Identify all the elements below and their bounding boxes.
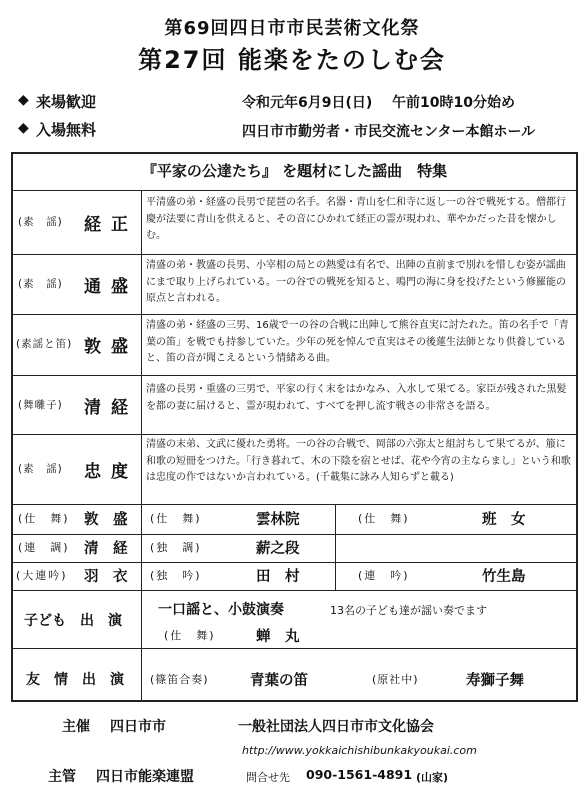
- festival-title: 第69回四日市市民芸術文化祭: [164, 18, 420, 39]
- item-tag: (素 謡): [18, 278, 63, 290]
- program-title: 薪之段: [256, 541, 300, 557]
- divider: [141, 190, 142, 504]
- program-tag: (原社中): [372, 673, 419, 686]
- contact-phone: 090-1561-4891: [306, 767, 413, 782]
- program-title: 清 経: [84, 541, 128, 557]
- friendship-label: 友 情 出 演: [26, 672, 124, 688]
- divider: [13, 504, 576, 505]
- feature-item-tadanori: [14, 434, 140, 502]
- host-city: 四日市市: [110, 719, 166, 735]
- divider: [13, 648, 576, 649]
- item-description: 平清盛の弟・経盛の長男で琵琶の名手。名器・青山を仁和寺に返し一の谷で戦死する。僧都行慶が法要に青山を供えると、その音にひかれて経正の霊が現われ、華やかだった昔を懐かしむ。: [146, 197, 566, 241]
- admission-text: 来場歓迎: [36, 93, 97, 111]
- feature-item-michimori: [14, 254, 140, 312]
- organizer-name: 四日市能楽連盟: [96, 769, 194, 785]
- program-title: 田 村: [256, 569, 300, 585]
- item-tag: (舞囃子): [18, 399, 63, 411]
- item-name: 清経: [84, 398, 138, 418]
- program-tag: (大連吟): [16, 569, 68, 582]
- program-tag: (仕 舞): [150, 512, 202, 525]
- program-tag: (篠笛合奏): [150, 673, 209, 686]
- program-title: 敦 盛: [84, 512, 128, 528]
- program-tag: (連 調): [18, 541, 70, 554]
- start-time: 午前10時10分始め: [392, 95, 515, 111]
- venue: 四日市市勤労者・市民交流センター本館ホール: [242, 124, 536, 140]
- divider: [335, 504, 336, 590]
- program-tag: (仕 舞): [18, 512, 70, 525]
- event-title: 第27回 能楽をたのしむ会: [138, 46, 446, 74]
- program-tag: (連 吟): [358, 569, 410, 582]
- divider: [13, 562, 576, 563]
- divider: [13, 534, 576, 535]
- host-label: 主催: [62, 719, 90, 735]
- diamond-icon: ◆: [18, 120, 29, 136]
- program-title: 雲林院: [256, 512, 300, 528]
- program-tag: (仕 舞): [358, 512, 410, 525]
- item-tag: (素 謡): [18, 216, 63, 228]
- program-title: 班 女: [482, 512, 526, 528]
- program-title: 青葉の笛: [250, 673, 308, 689]
- free-entry-text: 入場無料: [36, 121, 97, 139]
- item-description: 清盛の弟・経盛の三男、16歳で一の谷の合戦に出陣して熊谷直実に討たれた。笛の名手で「青葉の笛」を戦でも持参していた。少年の死を悼んで直実はその後蓮生法師となり供養していると、笛の音が聞こえるという情緒ある曲。: [146, 320, 569, 364]
- item-name: 敦盛: [84, 337, 138, 357]
- website-link[interactable]: http://www.yokkaichishibunkakyoukai.com: [242, 744, 477, 757]
- event-date: 令和元年6月9日(日): [242, 95, 373, 111]
- program-tag: (独 吟): [150, 569, 202, 582]
- program-title: 竹生島: [482, 569, 526, 585]
- program-tag: (仕 舞): [164, 629, 216, 642]
- item-name: 忠度: [84, 462, 138, 482]
- divider: [13, 590, 576, 591]
- program-title: 蝉 丸: [256, 629, 300, 645]
- feature-item-atsumori: [14, 314, 140, 373]
- host-association: 一般社団法人四日市市文化協会: [238, 719, 434, 735]
- divider: [141, 590, 142, 702]
- item-description: 清盛の末弟、文武に優れた勇将。一の谷の合戦で、岡部の六弥太と組討ちして果てるが、箙に和歌の短冊をつけた。「行き暮れて、木の下陰を宿とせば、花や今宵の主ならまし」という和歌は忠度の作ではないか言われている。(千載集に詠み人知らずと載る): [146, 439, 571, 483]
- feature-title: 『平家の公達たち』 を題材にした謡曲 特集: [141, 162, 448, 180]
- organizer-label: 主管: [48, 769, 76, 785]
- contact-name: (山家): [416, 771, 449, 784]
- children-line1: 一口謡と、小鼓演奏: [158, 602, 284, 618]
- item-tag: (素 謡): [18, 463, 63, 475]
- contact-label: 問合せ先: [246, 771, 290, 784]
- feature-item-tsunemasa: [14, 190, 140, 252]
- program-title: 寿獅子舞: [466, 673, 524, 689]
- children-note: 13名の子ども達が謡い奏でます: [330, 604, 487, 617]
- program-tag: (独 調): [150, 541, 202, 554]
- diamond-icon: ◆: [18, 92, 29, 108]
- item-description: 清盛の長男・重盛の三男で、平家の行く末をはかなみ、入水して果てる。家臣が残された黒髪を都の妻に届けると、霊が現われて、すべてを押し流す戦さの非常さを語る。: [146, 384, 567, 412]
- children-label: 子ども 出 演: [24, 613, 122, 629]
- program-title: 羽 衣: [84, 569, 128, 585]
- item-description: 清盛の弟・教盛の長男、小宰相の局との熱愛は有名で、出陣の直前まで別れを惜しむ姿が謡曲にまで取り上げられている。一の谷での戦死を知ると、鳴門の海に身を投げたという修羅能の原点と言われる。: [146, 260, 566, 304]
- item-tag: (素謡と笛): [16, 338, 73, 350]
- item-name: 経正: [84, 215, 138, 235]
- divider: [141, 504, 142, 590]
- item-name: 通盛: [84, 277, 138, 297]
- feature-item-kiyotsune: [14, 375, 140, 433]
